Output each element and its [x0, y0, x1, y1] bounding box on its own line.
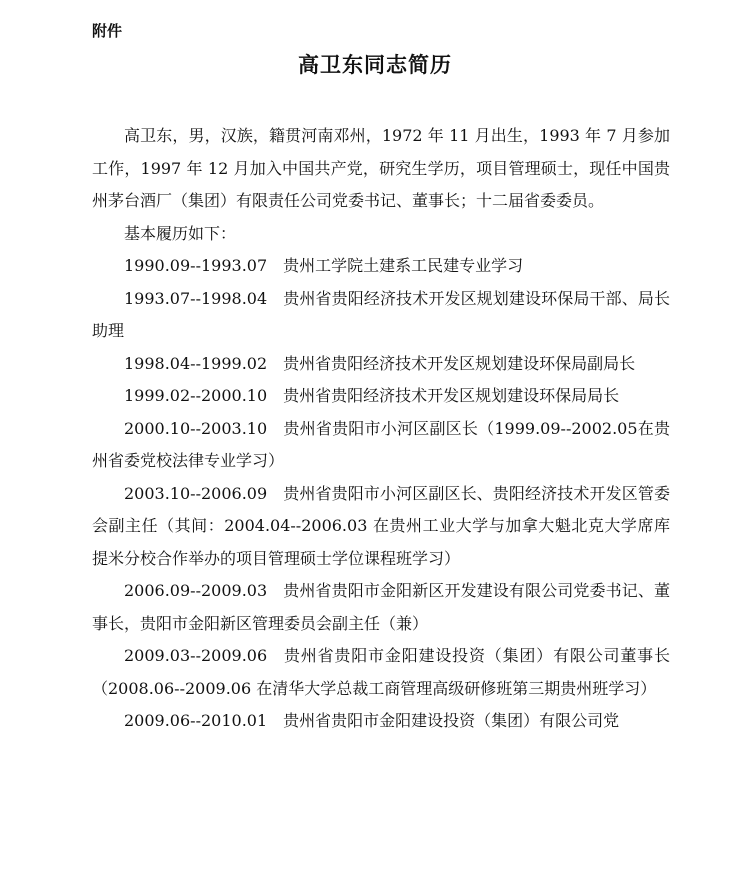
- resume-entry-period: 2003.10--2006.09: [124, 483, 268, 503]
- resume-entry-description: 贵州省贵阳市金阳建设投资（集团）有限公司董事长（2008.06--2009.06 在清华大学总裁工商管理高级研修班第三期贵州班学习）: [92, 646, 670, 698]
- intro-paragraph: 高卫东，男，汉族，籍贯河南邓州，1972 年 11 月出生，1993 年 7 月参加工作，1997 年 12 月加入中国共产党，研究生学历，项目管理硕士，现任中国贵州茅台酒厂（集团）有限责任公司党委书记、董事长；十二届省委委员。: [92, 126, 670, 210]
- resume-heading: 基本履历如下：: [124, 223, 237, 243]
- resume-entry-period: 2009.03--2009.06: [124, 646, 268, 665]
- resume-entry: [92, 705, 670, 738]
- resume-entry-period: 2006.09--2009.03: [124, 581, 268, 600]
- document-body: [92, 120, 670, 738]
- resume-entry-period: 1990.09--1993.07: [124, 256, 268, 275]
- document-title: 高卫东同志简历: [298, 53, 452, 77]
- resume-entry-description: 贵州省贵阳市金阳建设投资（集团）有限公司党: [283, 711, 620, 730]
- resume-entry: [92, 348, 670, 381]
- resume-entry-description: 贵州省贵阳市金阳新区开发建设有限公司党委书记、董事长，贵阳市金阳新区管理委员会副主任（兼）: [92, 581, 670, 633]
- resume-entry-period: 1993.07--1998.04: [124, 288, 268, 308]
- resume-entry: [92, 380, 670, 413]
- resume-entry-period: 1999.02--2000.10: [124, 386, 268, 405]
- resume-entry: [92, 283, 670, 348]
- resume-entry: [92, 575, 670, 640]
- attachment-label: 附件: [92, 22, 123, 40]
- resume-entry: [92, 250, 670, 283]
- resume-entry-description: 贵州省贵阳市小河区副区长、贵阳经济技术开发区管委会副主任（其间：2004.04--2006.03 在贵州工业大学与加拿大魁北克大学席库提米分校合作举办的项目管理硕士学位课程班学习）: [92, 483, 670, 568]
- resume-entry-description: 贵州省贵阳经济技术开发区规划建设环保局副局长: [283, 353, 636, 373]
- resume-entry: [92, 413, 670, 478]
- resume-entry-description: 贵州省贵阳市小河区副区长（1999.09--2002.05在贵州省委党校法律专业学习）: [92, 418, 670, 470]
- resume-entry-period: 2009.06--2010.01: [124, 711, 268, 730]
- resume-entry: [92, 478, 670, 576]
- resume-entry: [92, 640, 670, 705]
- resume-entry-description: 贵州省贵阳经济技术开发区规划建设环保局局长: [283, 386, 620, 405]
- resume-entry-period: 2000.10--2003.10: [124, 418, 268, 438]
- resume-entry-period: 1998.04--1999.02: [124, 353, 268, 373]
- resume-entry-description: 贵州省贵阳经济技术开发区规划建设环保局干部、局长助理: [92, 288, 670, 340]
- resume-entry-description: 贵州工学院土建系工民建专业学习: [283, 256, 524, 275]
